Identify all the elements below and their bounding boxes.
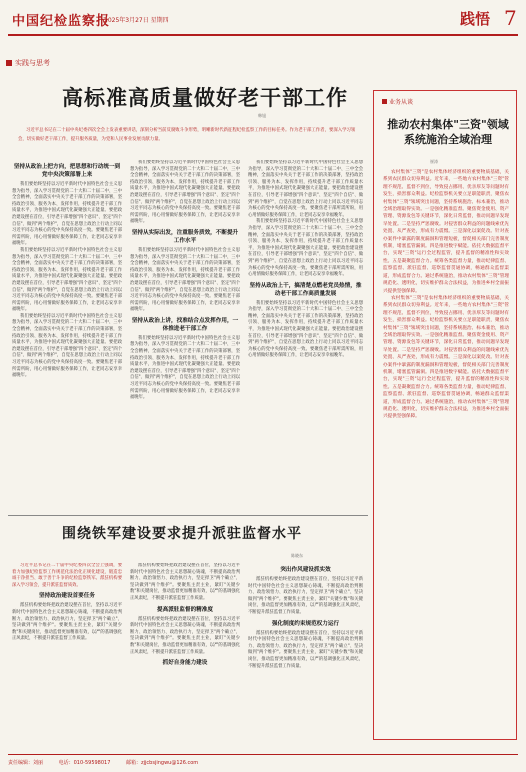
sidebar-title: 推动农村集体"三资"领域系统施治全域治理: [387, 118, 509, 146]
body-paragraph: 我们要始终坚持以习近平新时代中国特色社会主义思想为指导，深入学习贯彻党的二十大和二十届二中、三中全会精神，全面落实中央关于老干部工作的决策部署，坚持政治引领、服务为本、发挥作用，持续提升老干部工作质量水平，为推进中国式现代化凝聚强大正能量。要把政治建设摆在首位，引导老干部增强"四个意识"、坚定"四个自信"、做到"两个维护"，自觉在思想上政治上行动上同以习近平同志为核心的党中央保持高度一致。要聚焦老干部所需所盼，用心用情做好服务保障工作，让老同志安享幸福晚年。: [248, 219, 363, 278]
section-subhead: 坚持从实际出发，注重服务质效，不断提升工作水平: [131, 229, 239, 244]
body-paragraph: 我们要始终坚持以习近平新时代中国特色社会主义思想为指导，深入学习贯彻党的二十大和二十届二中、三中全会精神，全面落实中央关于老干部工作的决策部署，坚持政治引领、服务为本、发挥作用，持续提升老干部工作质量水平，为推进中国式现代化凝聚强大正能量。要把政治建设摆在首位，引导老干部增强"四个意识"、坚定"四个自信"、做到"两个维护"，自觉在思想上政治上行动上同以习近平同志为核心的党中央保持高度一致。要聚焦老干部所需所盼，用心用情做好服务保障工作，让老同志安享幸福晚年。: [12, 247, 122, 313]
article-title: 高标准高质量做好老干部工作: [62, 86, 348, 110]
section-divider: [8, 515, 368, 516]
section-name: 践悟: [460, 10, 491, 28]
article-column: [12, 563, 122, 748]
body-paragraph: 派驻机构要始终把政治建设摆在首位，坚持以习近平新时代中国特色社会主义思想凝心铸魂，不断提高政治判断力、政治领悟力、政治执行力，坚定捍卫"两个确立"、坚决做到"两个维护"。要聚焦主责主业，紧盯"关键少数"和关键岗位，推动监督更加精准有效，以严的基调强化正风肃纪，不断提升派驻监督工作质量。: [248, 577, 363, 615]
article-column: [12, 160, 122, 510]
column-tag: [6, 58, 50, 68]
square-icon: [382, 99, 387, 104]
body-paragraph: 农村集体"三资"是农村集体经济组织的重要物质基础，关系到农民群众切身利益。近年来，一些地方农村集体"三资"管理不规范、监督不到位，导致侵占挪用、优亲厚友等问题时有发生，损害群众利益。纪检监察机关要立足职能职责，聚焦农村集体"三资"领域突出问题，坚持系统施治、标本兼治，推动全域治理取得实效。一是强化精准监督。聚焦资金使用、资产管理、资源发包等关键环节，深化日常监督，推动问题早发现早处置。二是坚持严惩腐败。对侵害群众利益的问题线索优先处置、从严查处，形成有力震慑。三是深化以案促改。针对查办案件中暴露的制度漏洞和管理短板，督促相关部门完善制度机制，堵塞监管漏洞。四是推进数字赋能。依托大数据监督平台，实现"三资"运行全过程监管，提升监督的精准性和实效性。五是凝聚监督合力。统筹各类监督力量，推动纪律监督、监察监督、派驻监督、巡察监督贯通协调，畅通群众监督渠道，形成监督合力。通过系统施治，推动农村集体"三资"管理规范化、透明化，切实维护群众合法权益，为推进乡村全面振兴提供坚强保障。: [383, 295, 509, 420]
section-subhead: 提高派驻监督的精准度: [157, 606, 213, 613]
body-paragraph: 派驻机构要始终把政治建设摆在首位，坚持以习近平新时代中国特色社会主义思想凝心铸魂，不断提高政治判断力、政治领悟力、政治执行力，坚定捍卫"两个确立"、坚决做到"两个维护"。要聚焦主责主业，紧盯"关键少数"和关键岗位，推动监督更加精准有效，以严的基调强化正风肃纪，不断提升派驻监督工作质量。: [130, 616, 240, 655]
sidebar-body: [383, 169, 509, 729]
body-paragraph: 我们要始终坚持以习近平新时代中国特色社会主义思想为指导，深入学习贯彻党的二十大和二十届二中、三中全会精神，全面落实中央关于老干部工作的决策部署，坚持政治引领、服务为本、发挥作用，持续提升老干部工作质量水平，为推进中国式现代化凝聚强大正能量。要把政治建设摆在首位，引导老干部增强"四个意识"、坚定"四个自信"、做到"两个维护"，自觉在思想上政治上行动上同以习近平同志为核心的党中央保持高度一致。要聚焦老干部所需所盼，用心用情做好服务保障工作，让老同志安享幸福晚年。: [248, 160, 363, 218]
article-column: [130, 160, 240, 510]
body-paragraph: 农村集体"三资"是农村集体经济组织的重要物质基础，关系到农民群众切身利益。近年来，一些地方农村集体"三资"管理不规范、监督不到位，导致侵占挪用、优亲厚友等问题时有发生，损害群众利益。纪检监察机关要立足职能职责，聚焦农村集体"三资"领域突出问题，坚持系统施治、标本兼治，推动全域治理取得实效。一是强化精准监督。聚焦资金使用、资产管理、资源发包等关键环节，深化日常监督，推动问题早发现早处置。二是坚持严惩腐败。对侵害群众利益的问题线索优先处置、从严查处，形成有力震慑。三是深化以案促改。针对查办案件中暴露的制度漏洞和管理短板，督促相关部门完善制度机制，堵塞监管漏洞。四是推进数字赋能。依托大数据监督平台，实现"三资"运行全过程监管，提升监督的精准性和实效性。五是凝聚监督合力。统筹各类监督力量，推动纪律监督、监察监督、派驻监督、巡察监督贯通协调，畅通群众监督渠道，形成监督合力。通过系统施治，推动农村集体"三资"管理规范化、透明化，切实维护群众合法权益，为推进乡村全面振兴提供坚强保障。: [383, 170, 509, 294]
sidebar-tag: [382, 97, 413, 106]
square-icon: [6, 60, 12, 66]
column-tag-label: 实践与思考: [15, 59, 50, 67]
section-subhead: 坚持从政治上把方向，把思想和行动统一到党中央决策部署上来: [13, 164, 121, 178]
body-paragraph: 我们要始终坚持以习近平新时代中国特色社会主义思想为指导，深入学习贯彻党的二十大和二十届二中、三中全会精神，全面落实中央关于老干部工作的决策部署，坚持政治引领、服务为本、发挥作用，持续提升老干部工作质量水平，为推进中国式现代化凝聚强大正能量。要把政治建设摆在首位，引导老干部增强"四个意识"、坚定"四个自信"、做到"两个维护"，自觉在思想上政治上行动上同以习近平同志为核心的党中央保持高度一致。要聚焦老干部所需所盼，用心用情做好服务保障工作，让老同志安享幸福晚年。: [130, 247, 240, 313]
article-column: [248, 563, 363, 748]
body-paragraph: 派驻机构要始终把政治建设摆在首位，坚持以习近平新时代中国特色社会主义思想凝心铸魂，不断提高政治判断力、政治领悟力、政治执行力，坚定捍卫"两个确立"、坚决做到"两个维护"。要聚焦主责主业，紧盯"关键少数"和关键岗位，推动监督更加精准有效，以严的基调强化正风肃纪，不断提升派驻监督工作质量。: [248, 630, 363, 669]
footer-email: 邮箱：zjjcbsjingwu@126.com: [126, 760, 199, 766]
section-subhead: 抓好自身能力建设: [162, 660, 208, 667]
footer-phone: 电话：010-59598017: [58, 760, 111, 766]
page-footer: [8, 754, 518, 766]
sidebar-article: [373, 90, 517, 740]
paper-name: 中国纪检监察报: [12, 14, 111, 29]
masthead: [8, 4, 518, 36]
body-paragraph: 我们要始终坚持以习近平新时代中国特色社会主义思想为指导，深入学习贯彻党的二十大和二十届二中、三中全会精神，全面落实中央关于老干部工作的决策部署，坚持政治引领、服务为本、发挥作用，持续提升老干部工作质量水平，为推进中国式现代化凝聚强大正能量。要把政治建设摆在首位，引导老干部增强"四个意识"、坚定"四个自信"、做到"两个维护"，自觉在思想上政治上行动上同以习近平同志为核心的党中央保持高度一致。要聚焦老干部所需所盼，用心用情做好服务保障工作，让老同志安享幸福晚年。: [130, 335, 240, 401]
sidebar-tag-label: 业务从谈: [389, 99, 414, 106]
body-paragraph: 我们要始终坚持以习近平新时代中国特色社会主义思想为指导，深入学习贯彻党的二十大和二十届二中、三中全会精神，全面落实中央关于老干部工作的决策部署，坚持政治引领、服务为本、发挥作用，持续提升老干部工作质量水平，为推进中国式现代化凝聚强大正能量。要把政治建设摆在首位，引导老干部增强"四个意识"、坚定"四个自信"、做到"两个维护"，自觉在思想上政治上行动上同以习近平同志为核心的党中央保持高度一致。要聚焦老干部所需所盼，用心用情做好服务保障工作，让老同志安享幸福晚年。: [12, 313, 122, 379]
section-subhead: 突出作风建设抓实效: [280, 567, 331, 573]
footer-editor: 责任编辑：刘丽: [8, 760, 44, 766]
body-paragraph: 我们要始终坚持以习近平新时代中国特色社会主义思想为指导，深入学习贯彻党的二十大和二十届二中、三中全会精神，全面落实中央关于老干部工作的决策部署，坚持政治引领、服务为本、发挥作用，持续提升老干部工作质量水平，为推进中国式现代化凝聚强大正能量。要把政治建设摆在首位，引导老干部增强"四个意识"、坚定"四个自信"、做到"两个维护"，自觉在思想上政治上行动上同以习近平同志为核心的党中央保持高度一致。要聚焦老干部所需所盼，用心用情做好服务保障工作，让老同志安享幸福晚年。: [12, 182, 122, 247]
article-column: [130, 563, 240, 748]
article-lead: 习近平总书记在二十届中央纪委四次全会上强调，要着力加强纪检监察工作规范化法治化正规化建设，锻造忠诚干净担当、敢于善于斗争的纪检监察铁军。派驻机构要深入学习领会，提升派驻监督质效。: [12, 563, 122, 588]
body-paragraph: 我们要始终坚持以习近平新时代中国特色社会主义思想为指导，深入学习贯彻党的二十大和二十届二中、三中全会精神，全面落实中央关于老干部工作的决策部署，坚持政治引领、服务为本、发挥作用，持续提升老干部工作质量水平，为推进中国式现代化凝聚强大正能量。要把政治建设摆在首位，引导老干部增强"四个意识"、坚定"四个自信"、做到"两个维护"，自觉在思想上政治上行动上同以习近平同志为核心的党中央保持高度一致。要聚焦老干部所需所盼，用心用情做好服务保障工作，让老同志安享幸福晚年。: [130, 160, 240, 225]
body-paragraph: 我们要始终坚持以习近平新时代中国特色社会主义思想为指导，深入学习贯彻党的二十大和二十届二中、三中全会精神，全面落实中央关于老干部工作的决策部署，坚持政治引领、服务为本、发挥作用，持续提升老干部工作质量水平，为推进中国式现代化凝聚强大正能量。要把政治建设摆在首位，引导老干部增强"四个意识"、坚定"四个自信"、做到"两个维护"，自觉在思想上政治上行动上同以习近平同志为核心的党中央保持高度一致。要聚焦老干部所需所盼，用心用情做好服务保障工作，让老同志安享幸福晚年。: [248, 300, 363, 359]
article-lead: 习近平总书记在二十届中央纪委四次全会上发表重要讲话，深刻分析当前反腐败斗争形势，明晰新时代新征程纪检监察工作的目标任务。作为老干部工作者，要深入学习领会，切实做好老干部工作，提升服务质量，为党和人民事业发展贡献力量。: [18, 128, 356, 142]
article-title: 围绕铁军建设要求提升派驻监督水平: [62, 526, 302, 542]
section-subhead: 强化制度约束规范权力运行: [271, 620, 340, 627]
issue-date: 2025年3月27日 星期四: [104, 17, 169, 24]
article-byline: 陈晓东: [291, 553, 303, 558]
body-paragraph: 派驻机构要始终把政治建设摆在首位，坚持以习近平新时代中国特色社会主义思想凝心铸魂，不断提高政治判断力、政治领悟力、政治执行力，坚定捍卫"两个确立"、坚决做到"两个维护"。要聚焦主责主业，紧盯"关键少数"和关键岗位，推动监督更加精准有效，以严的基调强化正风肃纪，不断提升派驻监督工作质量。: [12, 603, 122, 642]
section-subhead: 坚持从政治上讲，找准结合点发挥作用，一体推进老干部工作: [131, 317, 239, 332]
sidebar-byline: 崔涛: [430, 159, 438, 164]
article-byline: 韩旭: [258, 113, 266, 118]
article-column: [248, 160, 363, 510]
section-subhead: 坚持从政治上干，搞清楚点燃老党员热情，推动老干部工作高质量发展: [249, 282, 362, 297]
section-subhead: 坚持政治建设首要任务: [39, 593, 95, 600]
page-number: 7: [504, 6, 517, 30]
body-paragraph: 派驻机构要始终把政治建设摆在首位，坚持以习近平新时代中国特色社会主义思想凝心铸魂，不断提高政治判断力、政治领悟力、政治执行力，坚定捍卫"两个确立"、坚决做到"两个维护"。要聚焦主责主业，紧盯"关键少数"和关键岗位，推动监督更加精准有效，以严的基调强化正风肃纪，不断提升派驻监督工作质量。: [130, 563, 240, 601]
